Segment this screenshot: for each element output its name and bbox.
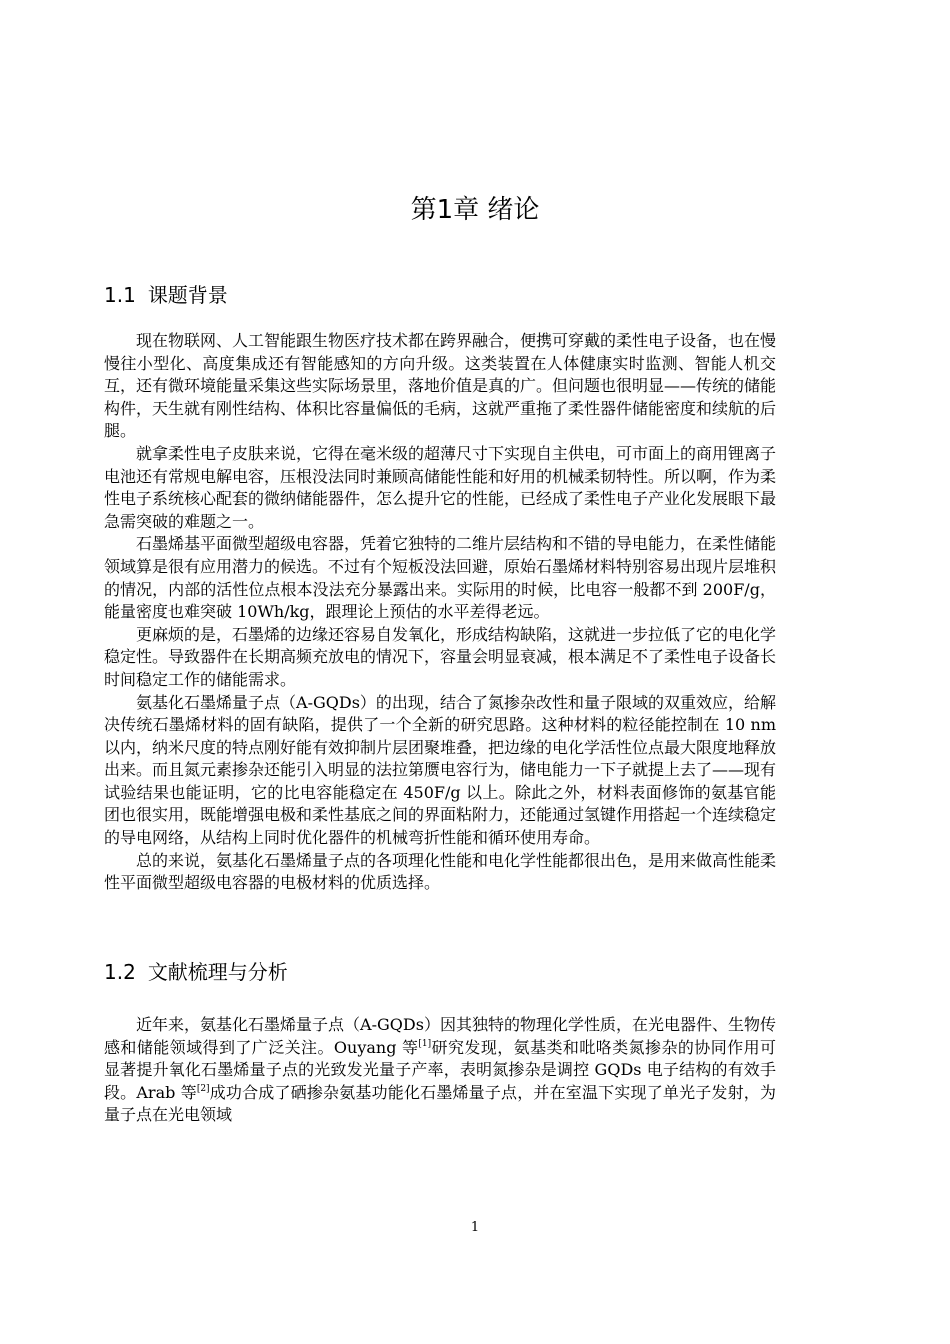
section-number: 1.1 bbox=[104, 283, 136, 307]
section-body-literature bbox=[104, 1014, 776, 1127]
paragraph bbox=[104, 1014, 776, 1127]
chapter-title: 第1章 绪论 bbox=[410, 195, 540, 225]
section-body-background bbox=[104, 330, 776, 895]
paragraph: 现在物联网、人工智能跟生物医疗技术都在跨界融合，便携可穿戴的柔性电子设备，也在慢慢往小型化、高度集成还有智能感知的方向升级。这类装置在人体健康实时监测、智能人机交互，还有微环境能量采集这些实际场景里，落地价值是真的广。但问题也很明显——传统的储能构件，天生就有刚性结构、体积比容量偏低的毛病，这就严重拖了柔性器件储能密度和续航的后腿。 bbox=[104, 331, 777, 441]
citation-ref-1: [1] bbox=[418, 1038, 432, 1049]
paragraph-text: 近年来，氨基化石墨烯量子点（A-GQDs）因其独特的物理化学性质，在光电器件、生物传感和储能领域得到了广泛关注。Ouyang 等 bbox=[104, 1015, 776, 1057]
section-heading-background bbox=[104, 281, 228, 309]
paragraph-text: 成功合成了硒掺杂氨基功能化石墨烯量子点，并在室温下实现了单光子发射，为量子点在光电领域 bbox=[104, 1082, 776, 1125]
section-heading-literature bbox=[104, 958, 288, 986]
paragraph: 更麻烦的是，石墨烯的边缘还容易自发氧化，形成结构缺陷，这就进一步拉低了它的电化学稳定性。导致器件在长期高频充放电的情况下，容量会明显衰减，根本满足不了柔性电子设备长时间稳定工作的储能需求。 bbox=[104, 624, 777, 689]
page-number: 1 bbox=[470, 1220, 480, 1235]
section-title: 课题背景 bbox=[147, 283, 228, 307]
section-title: 文献梳理与分析 bbox=[147, 960, 288, 984]
paragraph-text: 研究发现，氨基类和吡咯类氮掺杂的协同作用可显著提升氧化石墨烯量子点的光致发光量子产率，表明氮掺杂是调控 GQDs 电子结构的有效手段。Arab 等 bbox=[104, 1037, 776, 1102]
section-number: 1.2 bbox=[104, 960, 136, 984]
paragraph: 就拿柔性电子皮肤来说，它得在毫米级的超薄尺寸下实现自主供电，可市面上的商用锂离子电池还有常规电解电容，压根没法同时兼顾高储能性能和好用的机械柔韧特性。所以啊，作为柔性电子系统核心配套的微纳储能器件，怎么提升它的性能，已经成了柔性电子产业化发展眼下最急需突破的难题之一。 bbox=[104, 443, 777, 531]
paragraph: 总的来说，氨基化石墨烯量子点的各项理化性能和电化学性能都很出色，是用来做高性能柔性平面微型超级电容器的电极材料的优质选择。 bbox=[104, 850, 777, 893]
citation-ref-2: [2] bbox=[196, 1083, 210, 1094]
paragraph: 石墨烯基平面微型超级电容器，凭着它独特的二维片层结构和不错的导电能力，在柔性储能领域算是很有应用潜力的候选。不过有个短板没法回避，原始石墨烯材料特别容易出现片层堆积的情况，内部的活性位点根本没法充分暴露出来。实际用的时候，比电容一般都不到 200F/g，能量密度也难突破 10Wh/kg，跟理论上预估的水平差得老远。 bbox=[104, 534, 777, 622]
paragraph: 氨基化石墨烯量子点（A-GQDs）的出现，结合了氮掺杂改性和量子限域的双重效应，给解决传统石墨烯材料的固有缺陷，提供了一个全新的研究思路。这种材料的粒径能控制在 10 nm 以内，纳米尺度的特点刚好能有效抑制片层团聚堆叠，把边缘的电化学活性位点最大限度地释放出来。而且氮元素掺杂还能引入明显的法拉第赝电容行为，储电能力一下子就提上去了——现有试验结果也能证明，它的比电容能稳定在 450F/g 以上。除此之外，材料表面修饰的氨基官能团也很实用，既能增强电极和柔性基底之间的界面粘附力，还能通过氢键作用搭起一个连续稳定的导电网络，从结构上同时优化器件的机械弯折性能和循环使用寿命。 bbox=[104, 692, 777, 848]
